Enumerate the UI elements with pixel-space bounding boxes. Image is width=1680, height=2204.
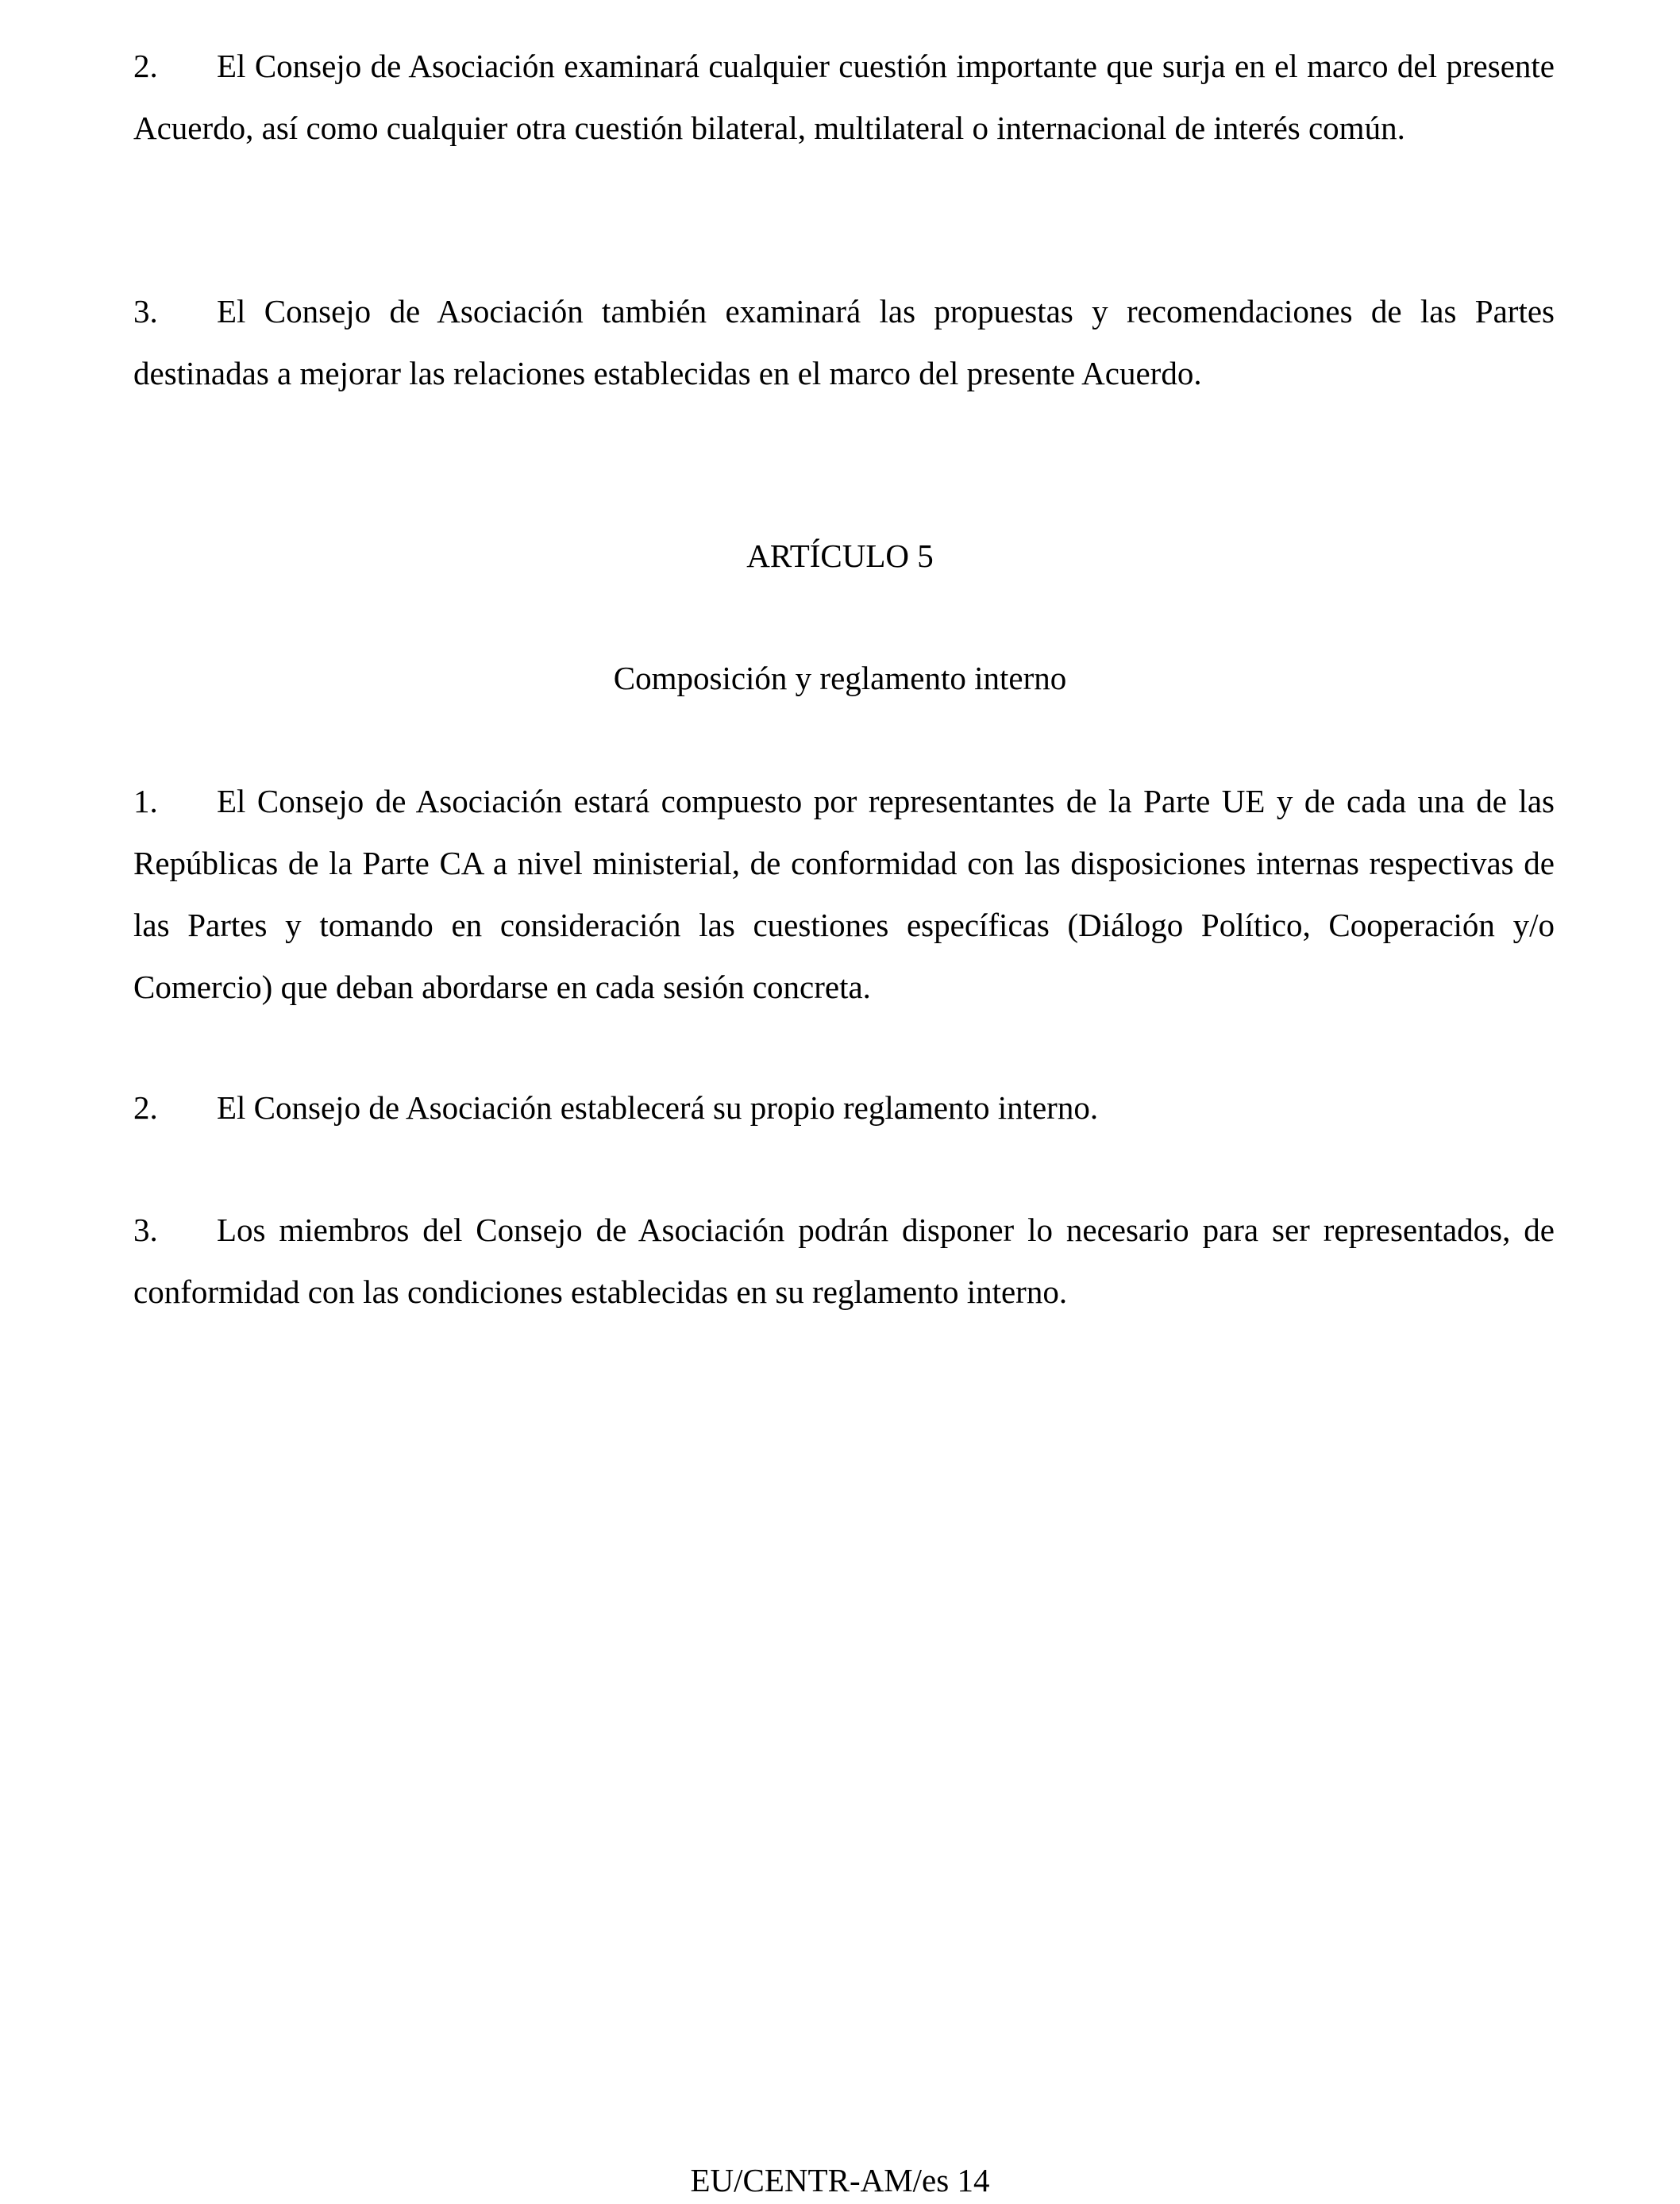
paragraph-text: Los miembros del Consejo de Asociación podrán disponer lo necesario para ser representados, de conformidad con las condiciones establecidas en su reglamento interno. [133,1212,1555,1310]
article-heading: ARTÍCULO 5 [746,538,934,574]
paragraph-number: 2. [133,48,158,84]
paragraph-number: 2. [133,1089,158,1126]
paragraph-text: El Consejo de Asociación establecerá su propio reglamento interno. [217,1089,1099,1126]
paragraph-number: 3. [133,1212,158,1248]
paragraph-text: El Consejo de Asociación también examinará las propuestas y recomendaciones de las Partes destinadas a mejorar las relaciones establecidas en el marco del presente Acuerdo. [133,293,1555,391]
article-paragraph-2 [133,1077,1555,1139]
page-footer-reference: EU/CENTR-AM/es 14 [690,2162,990,2198]
paragraph-2-top [133,35,1555,159]
paragraph-text: El Consejo de Asociación examinará cualquier cuestión importante que surja en el marco del presente Acuerdo, así como cualquier otra cuestión bilateral, multilateral o internacional de interés común. [133,48,1555,146]
article-paragraph-3 [133,1199,1555,1323]
paragraph-number: 3. [133,293,158,329]
paragraph-3-top [133,280,1555,404]
article-subheading: Composición y reglamento interno [613,660,1067,696]
article-paragraph-1 [133,770,1555,1018]
paragraph-number: 1. [133,783,158,819]
paragraph-text: El Consejo de Asociación estará compuesto por representantes de la Parte UE y de cada una de las Repúblicas de la Parte CA a nivel ministerial, de conformidad con las disposiciones internas respectivas de las Partes y tomando en consideración las cuestiones específicas (Diálogo Político, Cooperación y/o Comercio) que deban abordarse en cada sesión concreta. [133,783,1555,1005]
